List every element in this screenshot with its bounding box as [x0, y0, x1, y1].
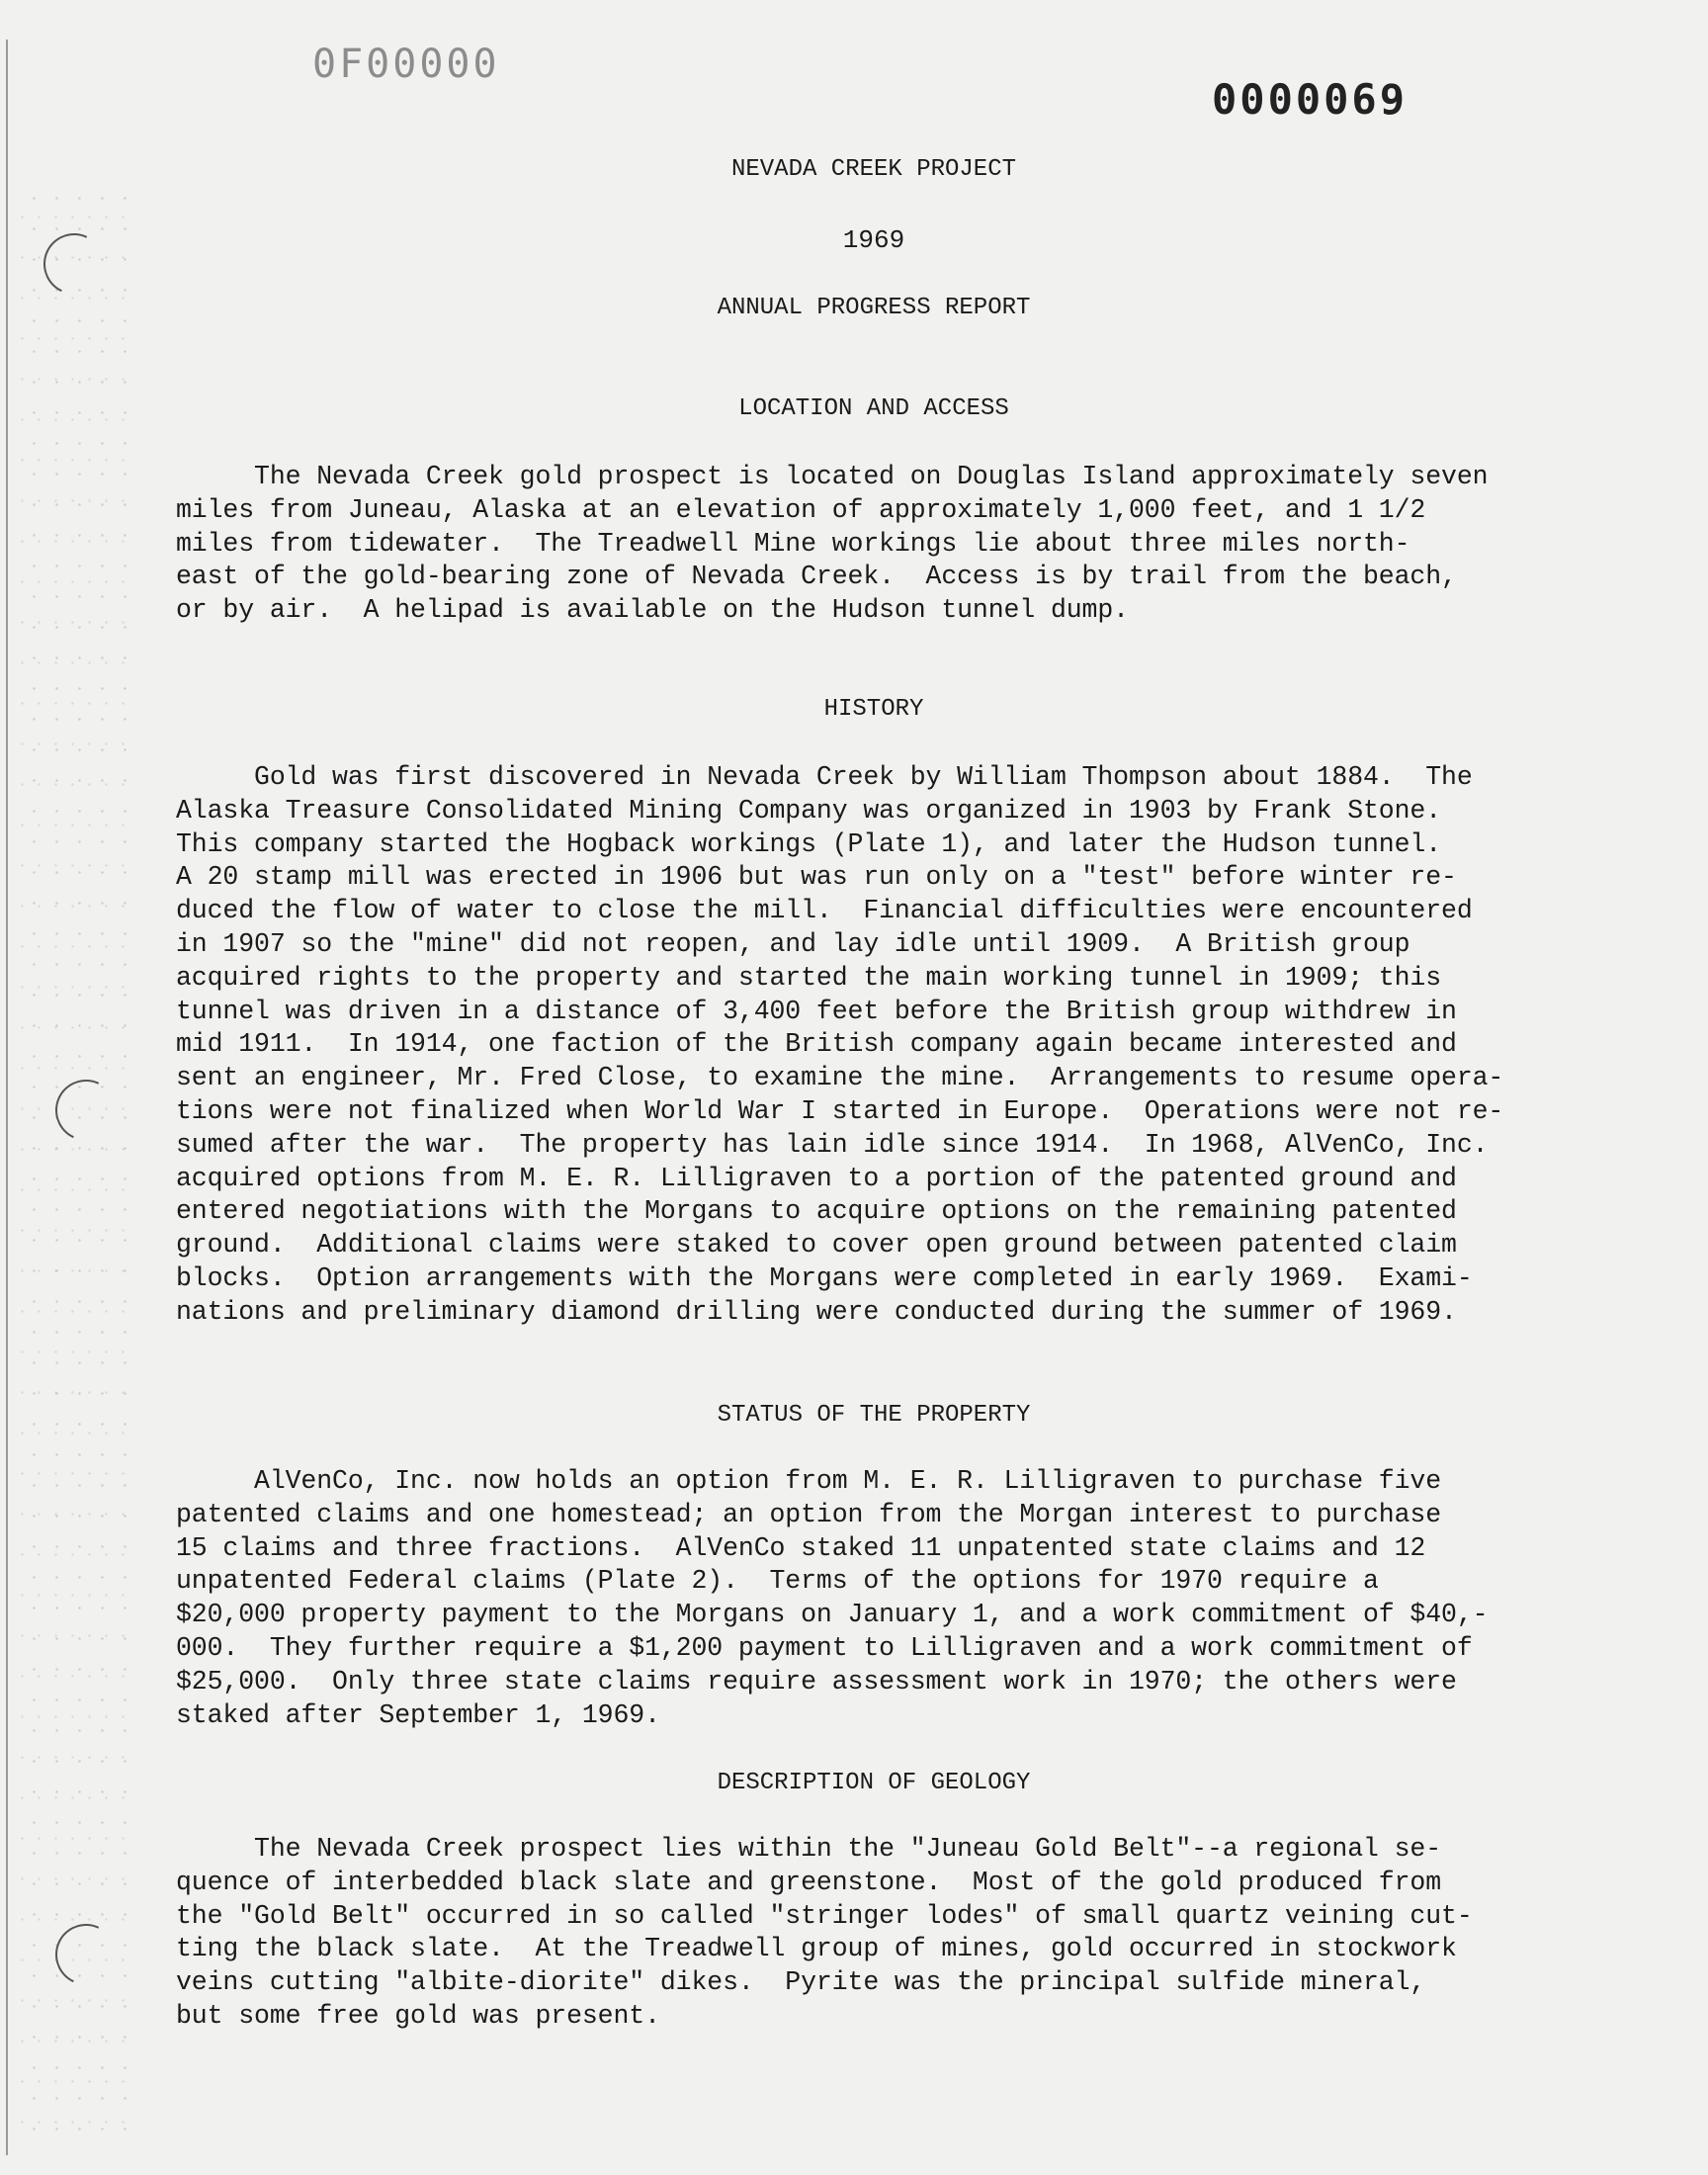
- section-title-geology: DESCRIPTION OF GEOLOGY: [717, 1770, 1031, 1796]
- report-title: ANNUAL PROGRESS REPORT: [717, 295, 1031, 321]
- section-title-history: HISTORY: [823, 696, 924, 723]
- section-text-geology: The Nevada Creek prospect lies within the "Juneau Gold Belt"--a regional se- quence of interbedded black slate and greenstone. Most of the gold produced from the "Gold Belt" occurred in so called "stringer lodes" of small quartz veining cut- ting the black slate. At the Treadwell group of mines, gold occurred in stockwork veins cutting "albite-diorite" dikes. Pyrite was the principal sulfide mineral, but some free gold was present.: [176, 1834, 1473, 2031]
- scan-noise: [20, 178, 128, 2155]
- section-title-location: LOCATION AND ACCESS: [738, 395, 1009, 422]
- section-text-location: The Nevada Creek gold prospect is located on Douglas Island approximately seven miles from Juneau, Alaska at an elevation of approximately 1,000 feet, and 1 1/2 miles from tidewater. The Treadwell Mine workings lie about three miles north- east of the gold-bearing zone of Nevada Creek. Access is by trail from the beach, or by air. A helipad is available on the Hudson tunnel dump.: [176, 462, 1489, 626]
- page-number-stamp: 0000069: [1212, 75, 1409, 124]
- section-text-history: Gold was first discovered in Nevada Creek by William Thompson about 1884. The Alaska Treasure Consolidated Mining Company was organized in 1903 by Frank Stone. This company started the Hogback workings (Plate 1), and later the Hudson tunnel. A 20 stamp mill was erected in 1906 but was run only on a "test" before winter re- duced the flow of water to close the mill. Financial difficulties were encountered in 1907 so the "mine" did not reopen, and lay idle until 1909. A British group acquired rights to the property and started the main working tunnel in 1909; this tunnel was driven in a distance of 3,400 feet before the British group withdrew in mid 1911. In 1914, one faction of the British company again became interested and sent an engineer, Mr. Fred Close, to examine the mine. Arrangements to resume opera- tions were not finalized when World War I started in Europe. Operations were not re- sumed after the war. The property has lain idle since 1914. In 1968, AlVenCo, Inc. acquired options from M. E. R. Lilligraven to a portion of the patented ground and entered negotiations with the Morgans to acquire options on the remaining patented ground. Additional claims were staked to cover open ground between patented claim blocks. Option arrangements with the Morgans were completed in early 1969. Exami- nations and preliminary diamond drilling were conducted during the summer of 1969.: [176, 762, 1504, 1327]
- project-title: NEVADA CREEK PROJECT: [730, 156, 1017, 183]
- page-edge-shadow: [6, 40, 8, 2155]
- section-title-status: STATUS OF THE PROPERTY: [717, 1402, 1031, 1429]
- section-text-status: AlVenCo, Inc. now holds an option from M. E. R. Lilligraven to purchase five patented claims and one homestead; an option from the Morgan interest to purchase 15 claims and three fractions. AlVenCo staked 11 unpatented state claims and 12 unpatented Federal claims (Plate 2). Terms of the options for 1970 require a $20,000 property payment to the Morgans on January 1, and a work commitment of $40,- 000. They further require a $1,200 payment to Lilligraven and a work commitment of $25,000. Only three state claims require assessment work in 1970; the others were staked after September 1, 1969.: [176, 1466, 1489, 1730]
- report-year: 1969: [842, 225, 905, 255]
- faded-page-stamp: 0F00000: [312, 42, 500, 87]
